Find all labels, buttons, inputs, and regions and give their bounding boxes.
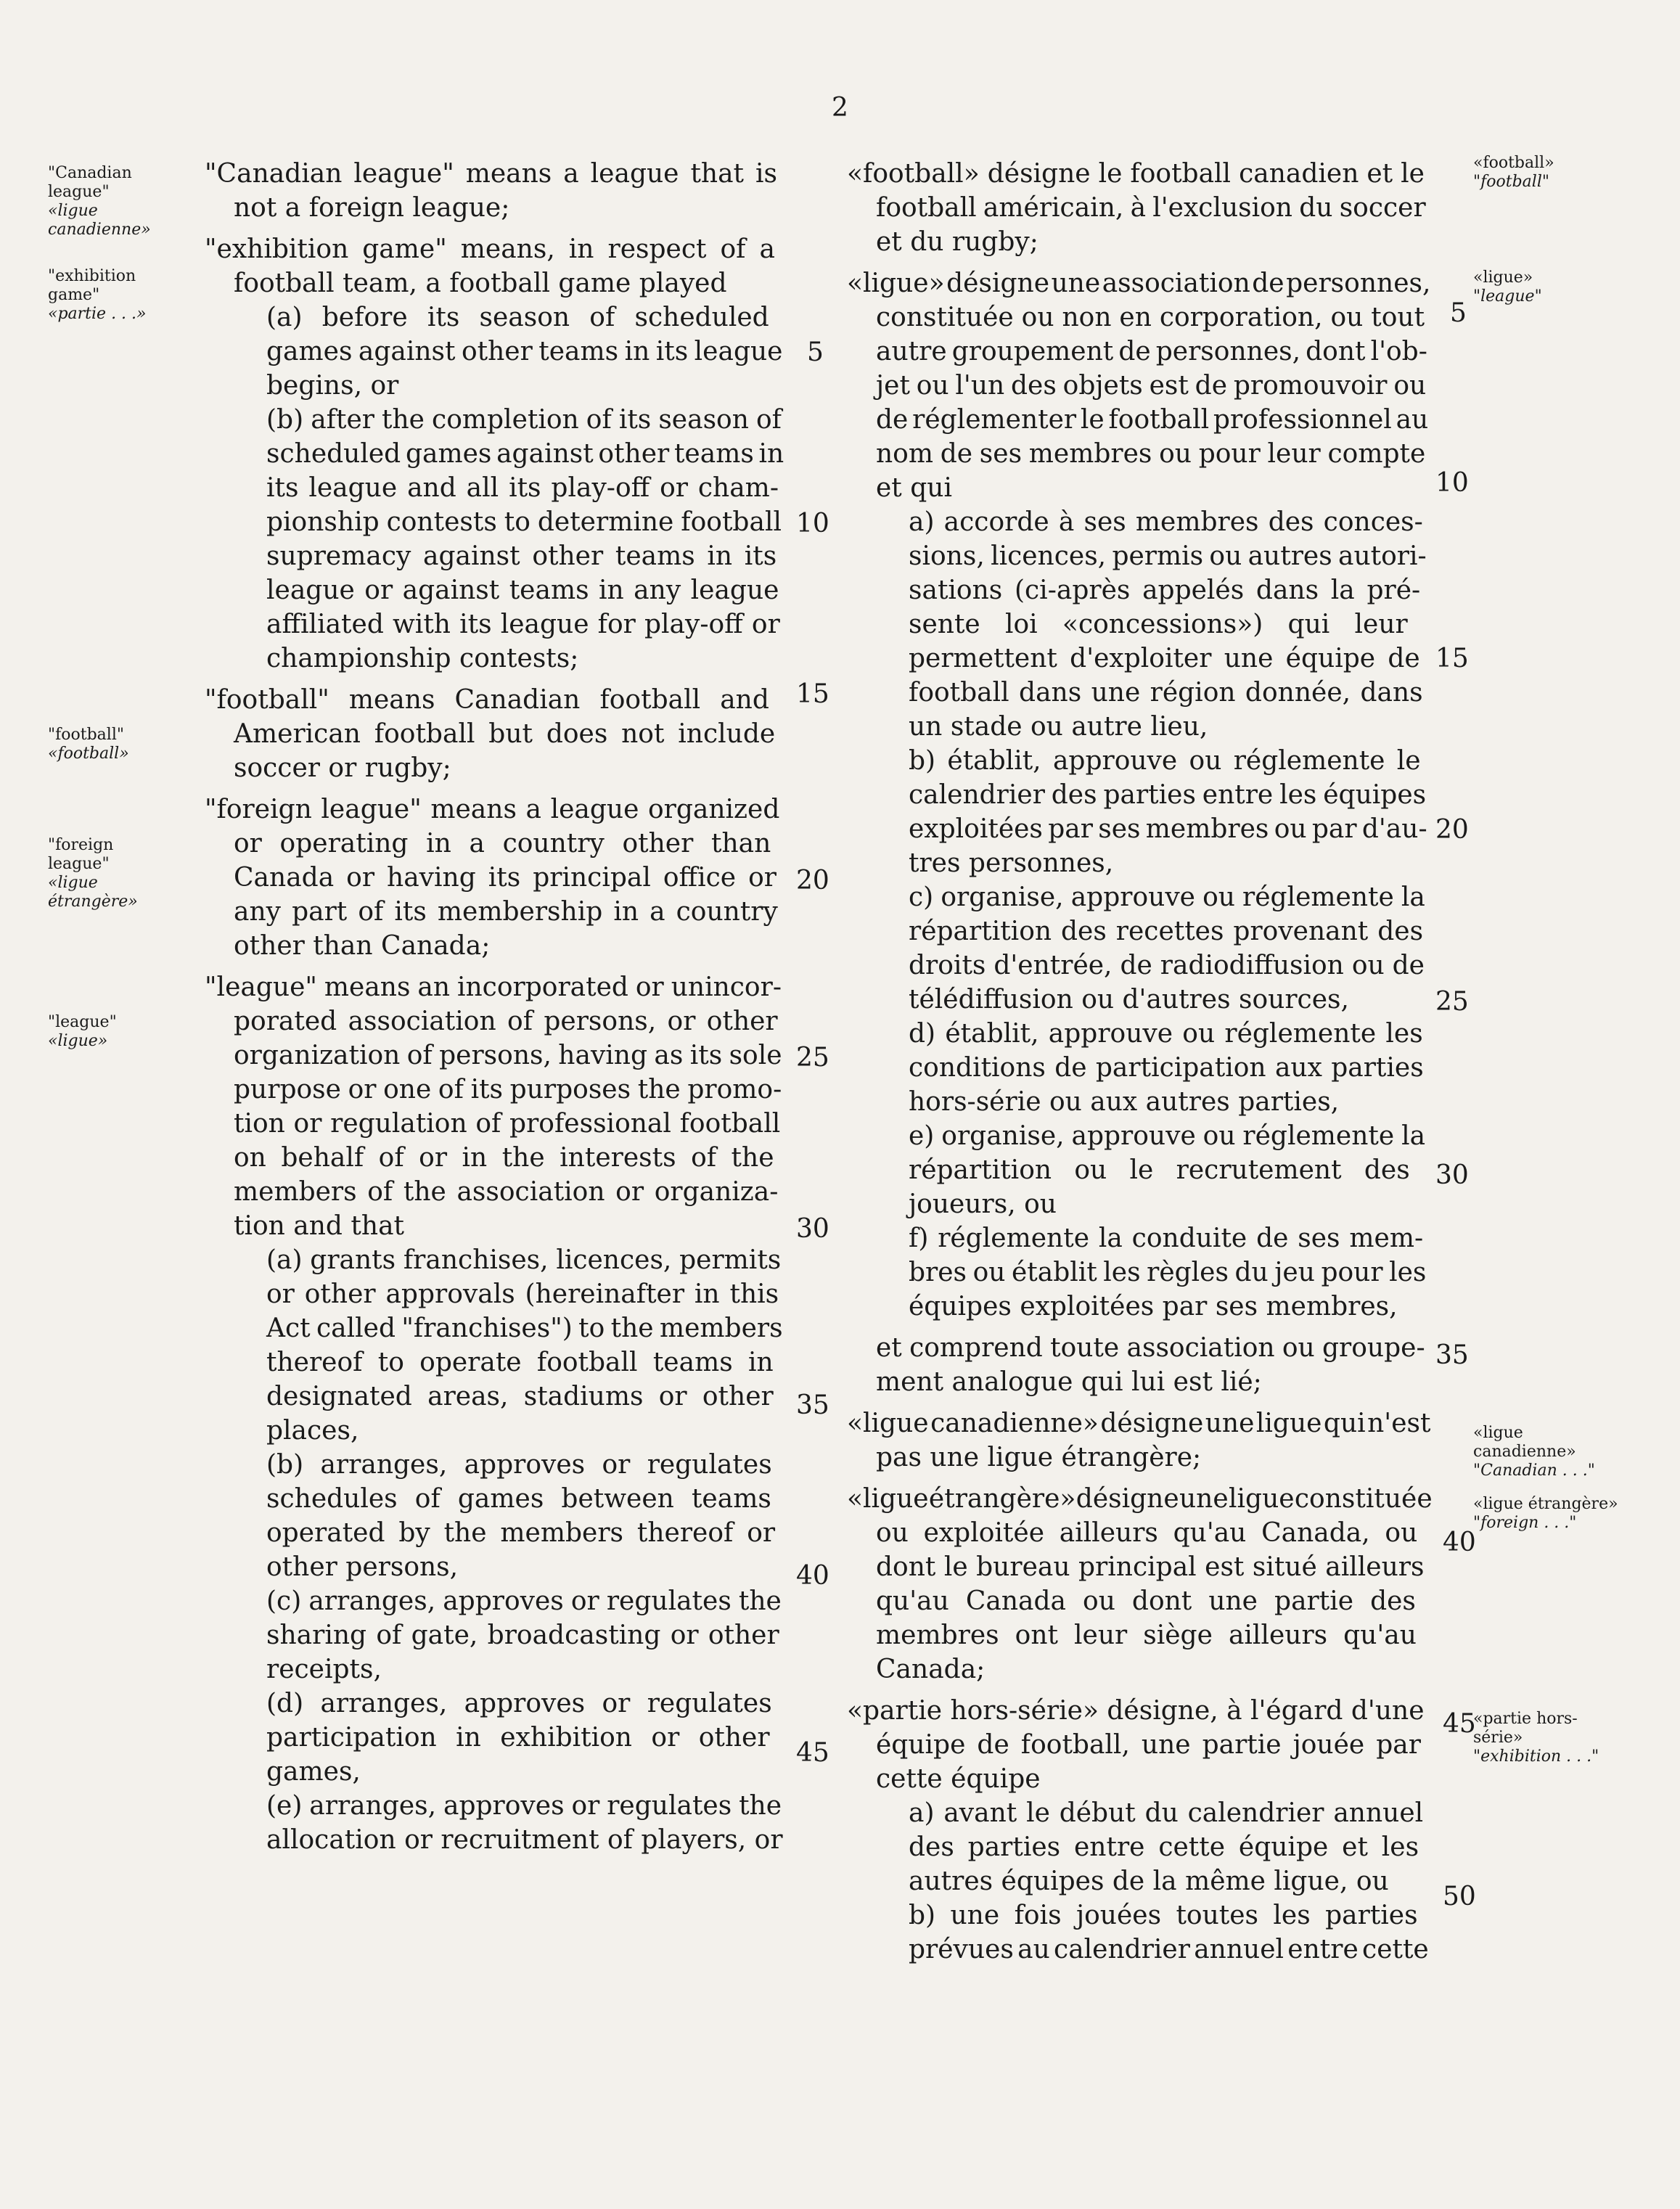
line-number: 20: [1435, 815, 1469, 845]
text-line: (a) grants franchises, licences, permits: [266, 1245, 782, 1275]
definition-ligue-etrangere: [847, 1482, 1433, 1687]
text-line: pionship contests to determine football: [266, 507, 782, 537]
text-line: b) établit, approuve ou réglemente le: [909, 746, 1421, 776]
text-line: membres ont leur siège ailleurs qu'au: [876, 1620, 1417, 1650]
text-line: allocation or recruitment of players, or: [266, 1825, 783, 1855]
line-number: 35: [796, 1390, 829, 1420]
text-line: un stade ou autre lieu,: [909, 712, 1208, 742]
text-line: "Canadian league" means a league that is: [205, 159, 777, 189]
definition-exhibition-game: [205, 232, 789, 676]
definition-ligue-canadienne: [847, 1406, 1433, 1475]
text-line: other than Canada;: [234, 931, 491, 961]
text-line: b) une fois jouées toutes les parties: [909, 1901, 1418, 1930]
text-line: sente loi «concessions») qui leur: [909, 610, 1408, 639]
text-line: «partie hors-série» désigne, à l'égard d'une: [847, 1696, 1425, 1726]
text-line: league or against teams in any league: [266, 575, 779, 605]
text-line: designated areas, stadiums or other: [266, 1382, 774, 1411]
text-line: football team, a football game played: [234, 269, 727, 298]
text-line: thereof to operate football teams in: [266, 1348, 774, 1377]
text-line: games,: [266, 1757, 361, 1787]
text-line: hors-série ou aux autres parties,: [909, 1087, 1340, 1117]
text-line: scheduled games against other teams in: [266, 439, 784, 469]
text-line: sations (ci-après appelés dans la pré-: [909, 575, 1421, 605]
text-line: members of the association or organiza-: [234, 1177, 779, 1207]
text-line: a) avant le début du calendrier annuel: [909, 1798, 1424, 1828]
text-line: its league and all its play-off or cham-: [266, 473, 779, 503]
text-line: a) accorde à ses membres des conces-: [909, 507, 1423, 537]
text-line: (b) after the completion of its season of: [266, 405, 782, 435]
text-line: (e) arranges, approves or regulates the: [266, 1791, 782, 1821]
text-line: cette équipe: [876, 1764, 1041, 1794]
definition-football: [205, 683, 789, 785]
text-line: Act called "franchises") to the members: [266, 1313, 783, 1343]
text-line: operated by the members thereof or: [266, 1518, 776, 1548]
text-line: participation in exhibition or other: [266, 1723, 770, 1753]
text-line: games against other teams in its league: [266, 337, 783, 366]
text-line: pas une ligue étrangère;: [876, 1443, 1202, 1472]
text-line: Canada or having its principal office or: [234, 863, 777, 893]
line-number: 45: [1443, 1709, 1476, 1739]
margin-note-ligue-canadienne: «ligue canadienne» "Canadian . . .": [1473, 1424, 1595, 1480]
line-number: 35: [1435, 1340, 1469, 1370]
text-line: tion or regulation of professional football: [234, 1109, 781, 1139]
text-line: dont le bureau principal est situé ailleurs: [876, 1552, 1425, 1582]
text-line: droits d'entrée, de radiodiffusion ou de: [909, 951, 1425, 980]
text-line: organization of persons, having as its sole: [234, 1041, 782, 1070]
definition-ligue: [847, 266, 1433, 1399]
text-line: équipes exploitées par ses membres,: [909, 1292, 1398, 1321]
text-line: répartition ou le recrutement des: [909, 1155, 1410, 1185]
text-line: sharing of gate, broadcasting or other: [266, 1620, 779, 1650]
text-line: "exhibition game" means, in respect of a: [205, 234, 775, 264]
text-line: tres personnes,: [909, 848, 1114, 878]
text-line: "league" means an incorporated or unincor-: [205, 972, 782, 1002]
text-line: «football» désigne le football canadien et le: [847, 159, 1425, 189]
line-number: 15: [1435, 644, 1469, 673]
margin-note-football: "football" «football»: [48, 726, 129, 763]
text-line: or other approvals (hereinafter in this: [266, 1279, 779, 1309]
text-line: begins, or: [266, 371, 399, 401]
line-number: 15: [796, 679, 829, 709]
margin-note-canadian-league: "Canadian league" «ligue canadienne»: [48, 164, 151, 239]
text-line: équipe de football, une partie jouée par: [876, 1730, 1421, 1760]
page-number: 2: [832, 93, 848, 123]
line-number: 45: [796, 1738, 829, 1768]
margin-note-exhibition-game: "exhibition game" «partie . . .»: [48, 267, 147, 323]
line-number: 30: [796, 1214, 829, 1244]
text-line: (b) arranges, approves or regulates: [266, 1450, 772, 1480]
text-line: conditions de participation aux parties: [909, 1053, 1424, 1083]
text-line: qu'au Canada ou dont une partie des: [876, 1586, 1416, 1616]
line-number: 40: [1443, 1528, 1476, 1557]
text-line: "football" means Canadian football and: [205, 685, 769, 715]
margin-note-ligue: «ligue» "league": [1473, 269, 1542, 306]
margin-note-ligue-etrangere: «ligue étrangère» "foreign . . .": [1473, 1495, 1618, 1532]
line-number: 20: [796, 866, 829, 896]
text-line: supremacy against other teams in its: [266, 541, 777, 571]
text-line: (a) before its season of scheduled: [266, 303, 769, 332]
text-line: constituée ou non en corporation, ou tout: [876, 303, 1425, 332]
line-number: 25: [796, 1043, 829, 1073]
line-number: 30: [1435, 1160, 1469, 1190]
text-line: joueurs, ou: [909, 1189, 1057, 1219]
text-line: soccer or rugby;: [234, 753, 451, 783]
text-line: e) organise, approuve ou réglemente la: [909, 1121, 1426, 1151]
text-line: purpose or one of its purposes the promo-: [234, 1075, 782, 1104]
line-number: 10: [796, 509, 829, 538]
text-line: «ligue canadienne» désigne une ligue qui n'est: [847, 1409, 1431, 1438]
text-line: et comprend toute association ou groupe-: [876, 1333, 1425, 1363]
text-line: places,: [266, 1416, 359, 1446]
text-line: «ligue» désigne une association de personnes,: [847, 269, 1431, 298]
text-line: or operating in a country other than: [234, 829, 771, 858]
text-line: répartition des recettes provenant des: [909, 917, 1424, 946]
line-number: 10: [1435, 468, 1469, 498]
line-number: 25: [1435, 987, 1469, 1017]
text-line: receipts,: [266, 1655, 382, 1684]
line-number: 50: [1443, 1882, 1476, 1911]
text-line: football dans une région donnée, dans: [909, 678, 1423, 708]
text-line: sions, licences, permis ou autres autori-: [909, 541, 1427, 571]
text-line: et du rugby;: [876, 227, 1038, 257]
text-line: et qui: [876, 473, 952, 503]
text-line: on behalf of or in the interests of the: [234, 1143, 774, 1173]
text-line: (d) arranges, approves or regulates: [266, 1689, 772, 1718]
definition-partie-hors-serie: [847, 1694, 1433, 1967]
definition-canadian-league: [205, 157, 789, 225]
line-number: 5: [807, 337, 824, 367]
text-line: affiliated with its league for play-off or: [266, 610, 780, 639]
text-line: football américain, à l'exclusion du soccer: [876, 193, 1426, 223]
text-line: tion and that: [234, 1211, 405, 1241]
text-line: d) établit, approuve ou réglemente les: [909, 1019, 1423, 1049]
margin-note-football-fr: «football» "football": [1473, 154, 1554, 191]
text-line: autres équipes de la même ligue, ou: [909, 1866, 1389, 1896]
text-line: American football but does not include: [234, 719, 776, 749]
definition-foreign-league: [205, 792, 789, 963]
text-line: de réglementer le football professionnel au: [876, 405, 1429, 435]
margin-note-league: "league" «ligue»: [48, 1013, 117, 1050]
text-line: porated association of persons, or other: [234, 1007, 778, 1036]
text-line: "foreign league" means a league organized: [205, 795, 780, 824]
line-number: 5: [1450, 298, 1467, 328]
text-line: ment analogue qui lui est lié;: [876, 1367, 1262, 1397]
text-line: bres ou établit les règles du jeu pour les: [909, 1258, 1427, 1287]
text-line: schedules of games between teams: [266, 1484, 771, 1514]
text-line: exploitées par ses membres ou par d'au-: [909, 814, 1427, 844]
text-line: «ligue étrangère» désigne une ligue constituée: [847, 1484, 1433, 1514]
english-column: [205, 157, 789, 1864]
text-line: not a foreign league;: [234, 193, 510, 223]
text-line: any part of its membership in a country: [234, 897, 778, 927]
text-line: ou exploitée ailleurs qu'au Canada, ou: [876, 1518, 1418, 1548]
text-line: f) réglemente la conduite de ses mem-: [909, 1224, 1424, 1253]
margin-note-foreign-league: "foreign league" «ligue étrangère»: [48, 836, 138, 911]
text-line: calendrier des parties entre les équipes: [909, 780, 1427, 810]
line-number: 40: [796, 1561, 829, 1591]
margin-note-partie-hors-serie: «partie hors-série» "exhibition . . .": [1473, 1710, 1599, 1766]
text-line: other persons,: [266, 1552, 459, 1582]
definition-football-fr: [847, 157, 1433, 259]
text-line: Canada;: [876, 1655, 986, 1684]
text-line: permettent d'exploiter une équipe de: [909, 644, 1420, 673]
text-line: (c) arranges, approves or regulates the: [266, 1586, 782, 1616]
text-line: prévues au calendrier annuel entre cette: [909, 1935, 1429, 1964]
definition-league: [205, 970, 789, 1857]
text-line: championship contests;: [266, 644, 579, 673]
text-line: jet ou l'un des objets est de promouvoir ou: [876, 371, 1427, 401]
text-line: des parties entre cette équipe et les: [909, 1832, 1419, 1862]
text-line: autre groupement de personnes, dont l'ob-: [876, 337, 1427, 366]
text-line: télédiffusion ou d'autres sources,: [909, 985, 1349, 1015]
french-column: [847, 157, 1433, 1974]
text-line: nom de ses membres ou pour leur compte: [876, 439, 1426, 469]
text-line: c) organise, approuve ou réglemente la: [909, 882, 1425, 912]
